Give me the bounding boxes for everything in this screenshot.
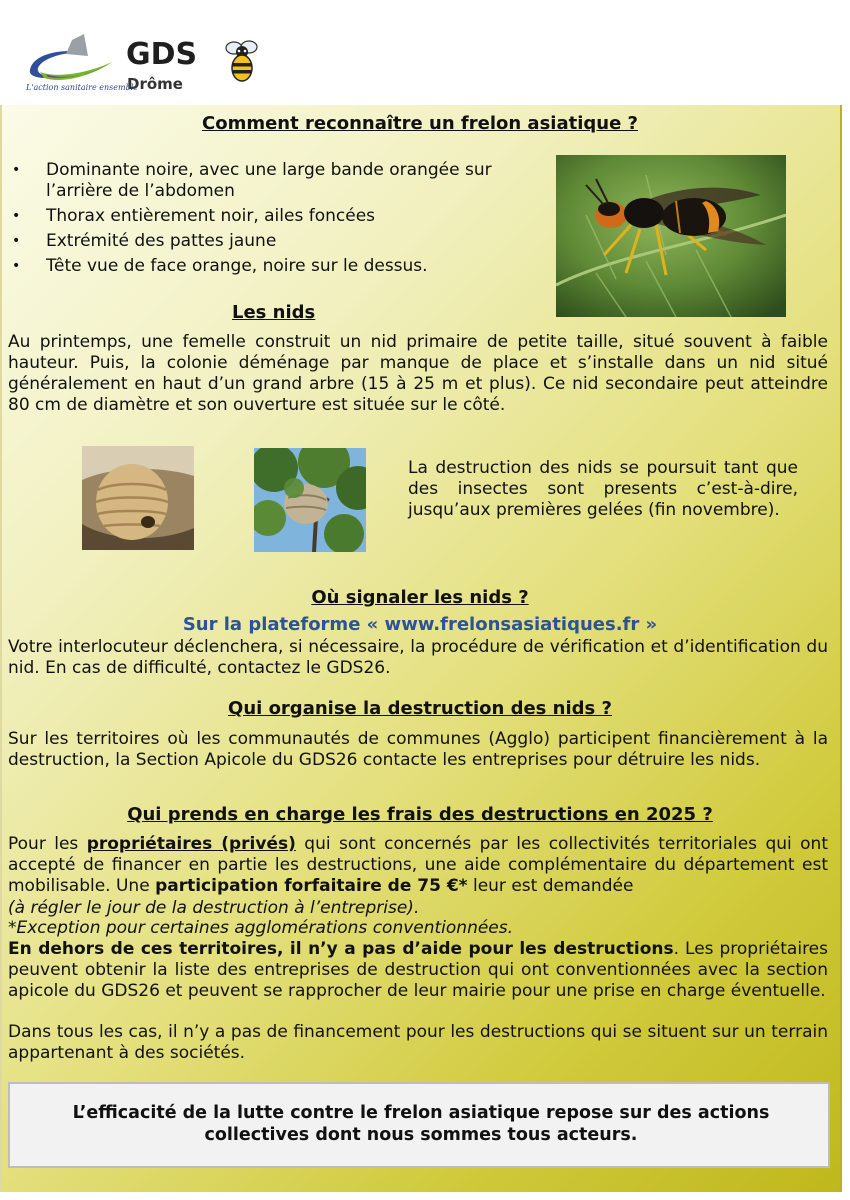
logo-tagline: L'action sanitaire ensemble [26,83,139,92]
section-title-costs: Qui prends en charge les frais des destructions en 2025 ? [127,804,713,825]
bullet-icon: • [12,233,21,249]
footer-callout-text: L’efficacité de la lutte contre le frelon asiatique repose sur des actions collectives dont nous sommes tous acteurs. [72,1103,770,1145]
bullet-icon: • [12,208,21,224]
gds-logo-icon [26,34,118,84]
destruction-period-text: La destruction des nids se poursuit tant que des insectes sont presents c’est-à-dire, jusqu’aux premières gelées (fin novembre). [408,458,798,520]
nests-paragraph: Au printemps, une femelle construit un nid primaire de petite taille, situé souvent à faible hauteur. Puis, la colonie déménage par manque de place et s’installe dans un nid situé généralement en haut d’un grand arbre (15 à 25 m et plus). Ce nid secondaire peut atteindre 80 cm de diamètre et son ouverture est située sur le côté. [8,332,828,415]
exception-note: *Exception pour certaines agglomérations conventionnées. [8,918,514,938]
list-item: • Tête vue de face orange, noire sur le dessus. [12,256,428,276]
owners-label: propriétaires (privés) [86,834,296,854]
list-item: • Dominante noire, avec une large bande orangée sur l’arrière de l’abdomen [12,160,492,201]
platform-link[interactable]: Sur la plateforme « www.frelonsasiatiques.fr » [182,614,658,635]
panel-edge [0,105,2,1192]
list-item: • Thorax entièrement noir, ailes foncées [12,206,376,226]
logo-subtitle: Drôme [127,75,183,93]
header [0,0,850,105]
costs-paragraph-1: Pour les propriétaires (privés) qui sont concernés par les collectivités territoriales qui ont accepté de financer en partie les destructions, une aide complémentaire du département est mobilisable. Une participation forfaitaire de 75 €* leur est demandée [8,834,828,896]
list-item: • Extrémité des pattes jaune [12,231,277,251]
organize-paragraph: Sur les territoires où les communautés de communes (Agglo) participent financièrement à la destruction, la Section Apicole du GDS26 contacte les entreprises pour détruire les nids. [8,729,828,770]
tree-nest-photo [254,448,366,552]
primary-nest-photo [82,446,194,550]
hornet-photo [556,155,786,317]
costs-paragraph-2: En dehors de ces territoires, il n’y a pas d’aide pour les destructions. Les propriétaires peuvent obtenir la liste des entreprises de destruction qui ont conventionnées avec la section apicole du GDS26 et peuvent se rapprocher de leur mairie pour une prise en charge éventuelle. [8,939,828,1001]
section-title-organize: Qui organise la destruction des nids ? [228,698,612,719]
recognition-bullet-list [10,160,555,281]
payment-note: (à régler le jour de la destruction à l’entreprise). [8,898,420,918]
logo-title: GDS [126,37,198,72]
bullet-icon: • [12,258,21,274]
bullet-icon: • [12,162,21,178]
section-title-report: Où signaler les nids ? [311,587,529,608]
costs-paragraph-3: Dans tous les cas, il n’y a pas de financement pour les destructions qui se situent sur un terrain appartenant à des sociétés. [8,1022,828,1063]
section-title-nests: Les nids [232,302,316,323]
footer-callout [8,1082,830,1168]
flat-fee-label: participation forfaitaire de 75 €* [155,876,468,896]
section-title-recognize: Comment reconnaître un frelon asiatique ? [202,113,638,134]
report-paragraph: Votre interlocuteur déclenchera, si nécessaire, la procédure de vérification et d’identification du nid. En cas de difficulté, contactez le GDS26. [8,637,828,678]
bee-icon [222,38,262,84]
